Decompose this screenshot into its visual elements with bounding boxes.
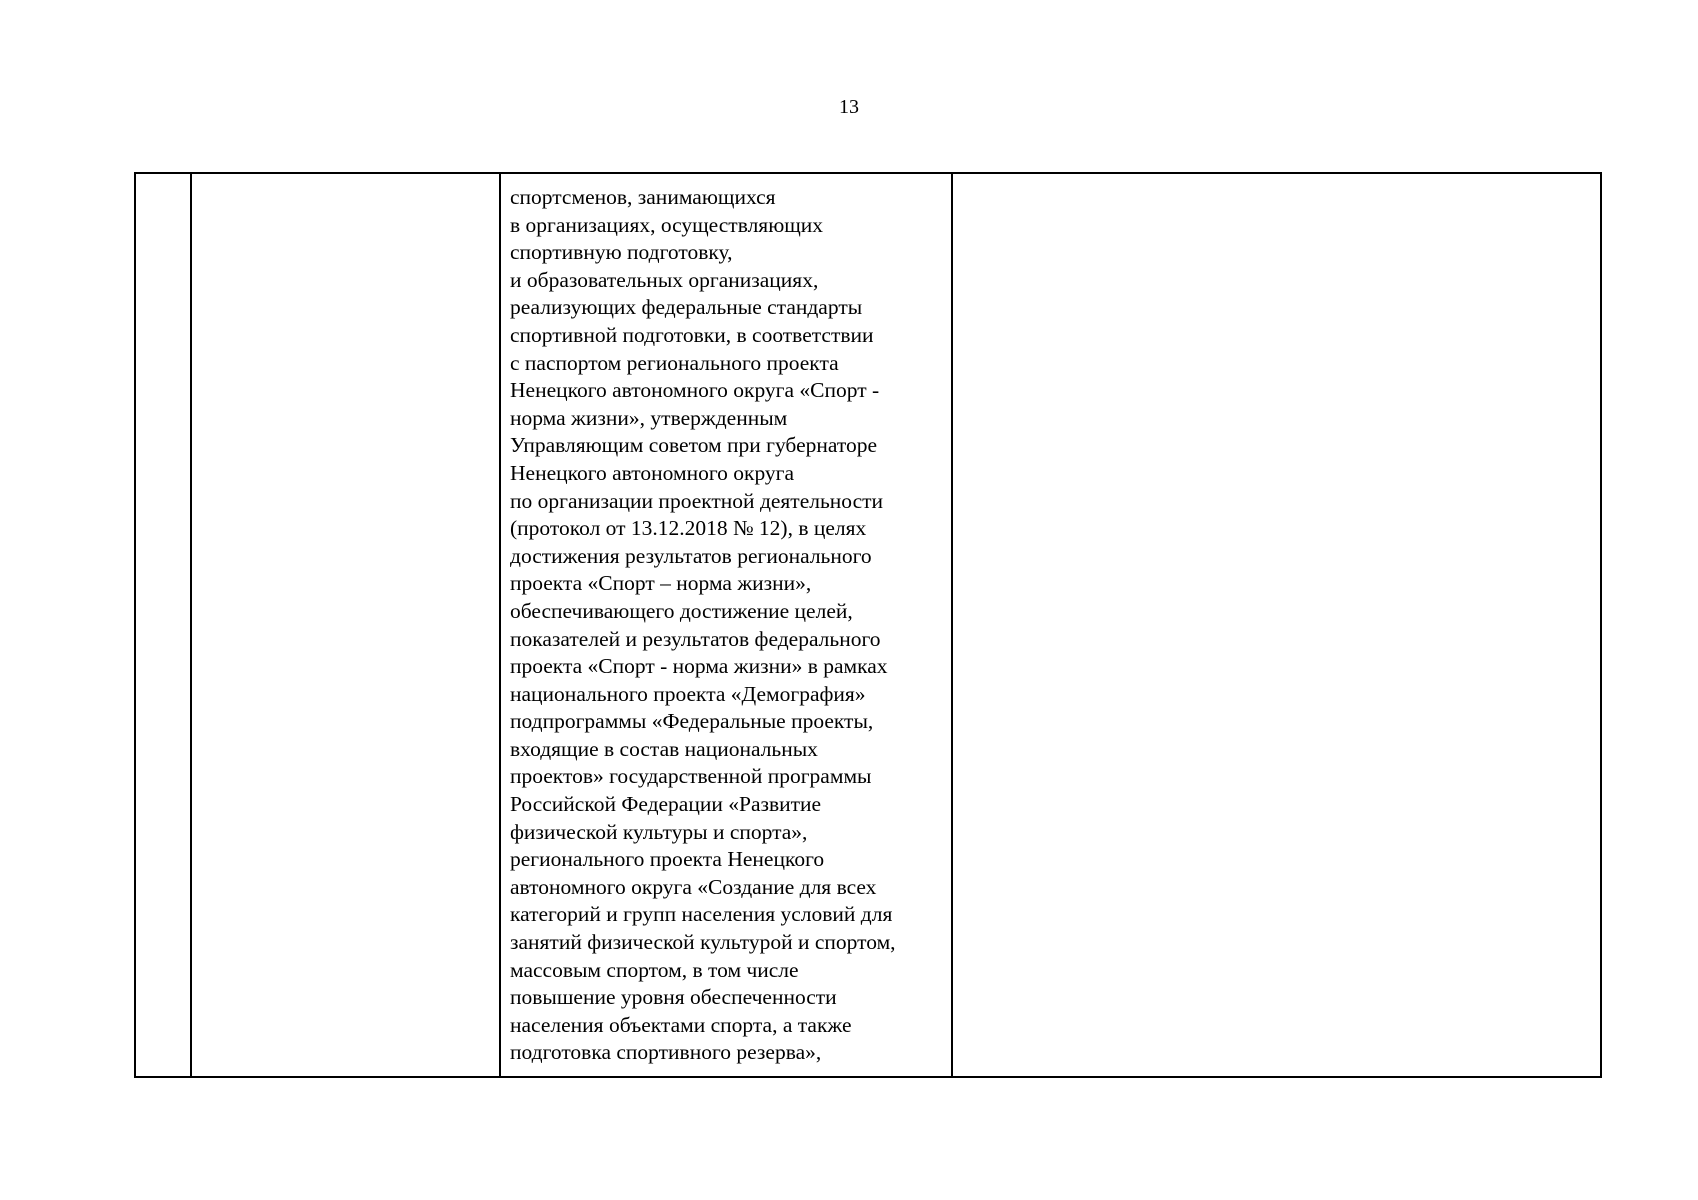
text-line: входящие в состав национальных — [510, 736, 818, 761]
text-line: автономного округа «Создание для всех — [510, 874, 877, 899]
text-line: достижения результатов регионального — [510, 543, 872, 568]
text-line: обеспечивающего достижение целей, — [510, 598, 853, 623]
page-number: 13 — [839, 96, 859, 118]
text-line: проекта «Спорт – норма жизни», — [510, 571, 812, 596]
table-cell-number — [135, 173, 191, 1077]
text-line: физической культуры и спорта», — [510, 819, 808, 844]
text-line: спортивной подготовки, в соответствии — [510, 322, 874, 347]
text-line: спортивную подготовку, — [510, 240, 733, 265]
document-table — [134, 172, 1602, 1078]
text-line: Управляющим советом при губернаторе — [510, 433, 878, 458]
table-cell-description — [500, 173, 952, 1077]
table-row — [135, 173, 1601, 1077]
text-line: норма жизни», утвержденным — [510, 405, 788, 430]
text-line: показателей и результатов федерального — [510, 626, 881, 651]
table-cell-name — [191, 173, 500, 1077]
text-line: проектов» государственной программы — [510, 764, 872, 789]
text-line: Ненецкого автономного округа «Спорт - — [510, 378, 880, 403]
text-line: Ненецкого автономного округа — [510, 460, 795, 485]
text-line: регионального проекта Ненецкого — [510, 847, 825, 872]
text-line: населения объектами спорта, а также — [510, 1012, 852, 1037]
text-line: (протокол от 13.12.2018 № 12), в целях — [510, 516, 867, 541]
description-text — [501, 174, 951, 1067]
text-line: подпрограммы «Федеральные проекты, — [510, 709, 874, 734]
text-line: проекта «Спорт - норма жизни» в рамках — [510, 654, 888, 679]
text-line: по организации проектной деятельности — [510, 488, 884, 513]
text-line: национального проекта «Демография» — [510, 681, 866, 706]
text-line: повышение уровня обеспеченности — [510, 985, 837, 1010]
text-line: с паспортом регионального проекта — [510, 350, 839, 375]
text-line: реализующих федеральные стандарты — [510, 295, 863, 320]
text-line: спортсменов, занимающихся — [510, 185, 776, 209]
text-line: массовым спортом, в том числе — [510, 957, 799, 982]
text-line: Российской Федерации «Развитие — [510, 792, 822, 817]
text-line: категорий и групп населения условий для — [510, 902, 893, 927]
text-line: и образовательных организациях, — [510, 267, 819, 292]
text-line: в организациях, осуществляющих — [510, 212, 824, 237]
table-cell-notes — [952, 173, 1601, 1077]
text-line: подготовка спортивного резерва», — [510, 1040, 822, 1065]
text-line: занятий физической культурой и спортом, — [510, 930, 896, 955]
